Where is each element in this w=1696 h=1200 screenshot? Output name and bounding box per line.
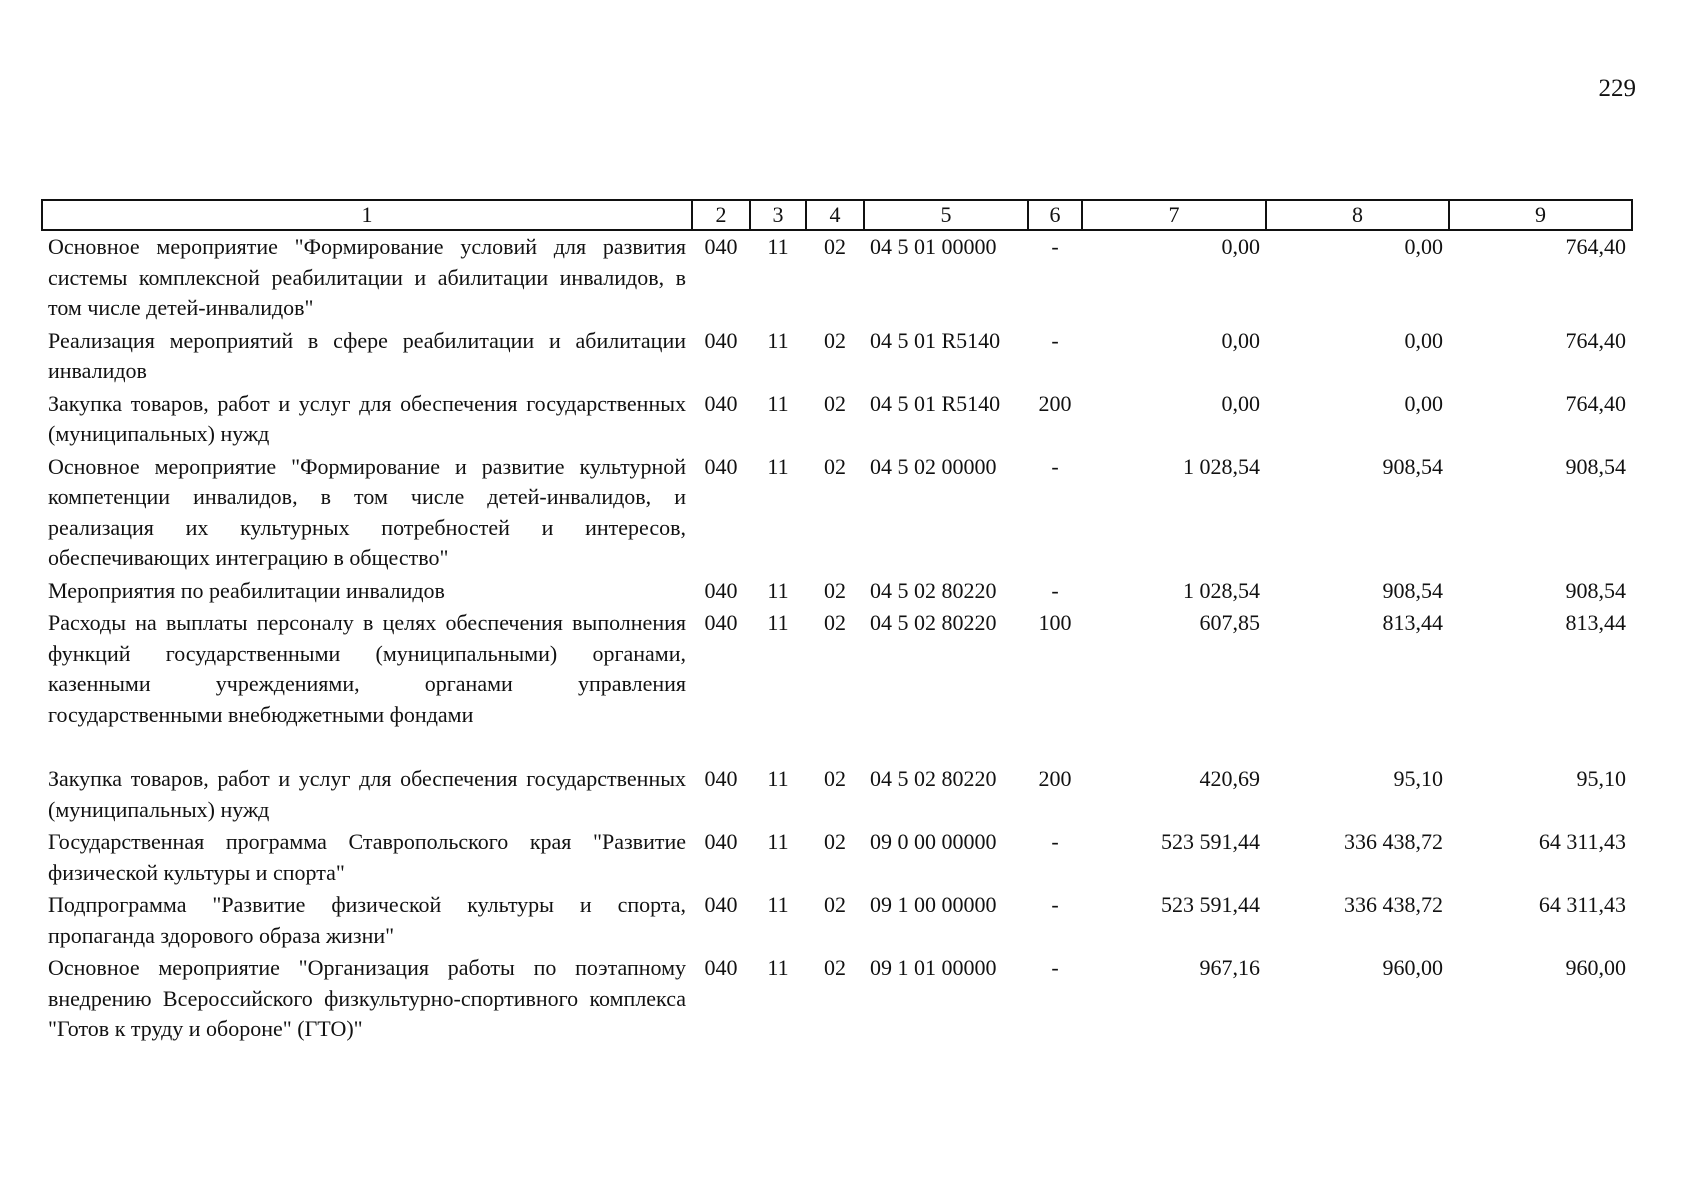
row-value-9: 908,54 <box>1565 453 1626 479</box>
header-cell-1: 1 <box>42 200 692 230</box>
page-number: 229 <box>1598 75 1636 102</box>
row-name: Расходы на выплаты персоналу в целях обеспечения выполнения функций государственными (муниципальными) органами, казенными учреждениями, органами управления государственными внебюджетными фондами <box>48 610 686 727</box>
row-value-9: 960,00 <box>1565 955 1626 980</box>
row-name: Закупка товаров, работ и услуг для обеспечения государственных (муниципальных) нужд <box>48 390 686 446</box>
row-value-9: 64 311,43 <box>1538 829 1626 854</box>
row-code-4: 02 <box>824 766 846 791</box>
row-code-6: - <box>1051 955 1059 980</box>
table-row <box>42 889 1632 952</box>
row-value-7: 607,85 <box>1199 610 1260 635</box>
row-code-6: - <box>1051 892 1059 917</box>
row-name: Мероприятия по реабилитации инвалидов <box>48 577 445 603</box>
row-value-7: 0,00 <box>1221 390 1260 416</box>
row-code-2: 040 <box>704 453 738 479</box>
budget-table <box>41 199 1633 1046</box>
row-code-3: 11 <box>767 766 789 791</box>
row-code-6: - <box>1051 453 1059 479</box>
row-code-3: 11 <box>767 390 789 416</box>
row-value-7: 420,69 <box>1199 766 1260 791</box>
row-value-9: 764,40 <box>1565 390 1626 416</box>
row-code-4: 02 <box>824 327 846 353</box>
row-value-8: 0,00 <box>1404 390 1443 416</box>
row-code-3: 11 <box>767 829 789 854</box>
header-cell-3: 3 <box>750 200 806 230</box>
row-value-9: 908,54 <box>1565 577 1626 603</box>
table-row <box>42 952 1632 1046</box>
row-code-6: 200 <box>1038 390 1072 416</box>
row-code-3: 11 <box>767 577 789 603</box>
row-code-2: 040 <box>704 955 738 980</box>
row-value-7: 1 028,54 <box>1183 453 1260 479</box>
header-cell-5: 5 <box>864 200 1028 230</box>
header-cell-2: 2 <box>692 200 750 230</box>
row-value-8: 908,54 <box>1382 453 1443 479</box>
row-name: Подпрограмма "Развитие физической культуры и спорта, пропаганда здорового образа жизни" <box>48 892 686 948</box>
row-code-5: 04 5 01 R5140 <box>870 390 1001 416</box>
row-value-8: 908,54 <box>1382 577 1443 603</box>
table-row <box>42 230 1632 325</box>
row-code-2: 040 <box>704 234 738 259</box>
row-code-3: 11 <box>767 453 789 479</box>
row-value-9: 764,40 <box>1565 234 1626 259</box>
row-value-8: 336 438,72 <box>1344 892 1443 917</box>
row-code-3: 11 <box>767 234 789 259</box>
row-code-4: 02 <box>824 390 846 416</box>
row-code-6: 100 <box>1038 610 1072 635</box>
row-code-6: - <box>1051 327 1059 353</box>
row-value-7: 0,00 <box>1221 327 1260 353</box>
row-code-5: 04 5 01 00000 <box>870 234 997 259</box>
row-value-9: 764,40 <box>1565 327 1626 353</box>
row-value-8: 0,00 <box>1404 234 1443 259</box>
table-row <box>42 826 1632 889</box>
table-row <box>42 575 1632 608</box>
row-name: Основное мероприятие "Формирование и развитие культурной компетенции инвалидов, в том числе детей-инвалидов, и реализация их культурных потребностей и интересов, обеспечивающих интеграцию в общество" <box>48 453 686 570</box>
row-value-8: 0,00 <box>1404 327 1443 353</box>
row-code-5: 04 5 02 00000 <box>870 453 997 479</box>
spacer-cell <box>42 731 1632 763</box>
row-value-8: 960,00 <box>1382 955 1443 980</box>
row-code-3: 11 <box>767 892 789 917</box>
row-code-4: 02 <box>824 955 846 980</box>
row-value-7: 523 591,44 <box>1161 892 1260 917</box>
row-code-5: 04 5 02 80220 <box>870 610 997 635</box>
row-code-3: 11 <box>767 327 789 353</box>
header-cell-7: 7 <box>1082 200 1266 230</box>
row-code-5: 04 5 01 R5140 <box>870 327 1001 353</box>
table-body <box>42 230 1632 1046</box>
row-code-2: 040 <box>704 327 738 353</box>
row-value-7: 1 028,54 <box>1183 577 1260 603</box>
row-code-4: 02 <box>824 610 846 635</box>
row-code-2: 040 <box>704 577 738 603</box>
header-cell-6: 6 <box>1028 200 1082 230</box>
row-code-6: - <box>1051 577 1059 603</box>
row-code-4: 02 <box>824 829 846 854</box>
row-value-9: 64 311,43 <box>1538 892 1626 917</box>
row-name: Закупка товаров, работ и услуг для обеспечения государственных (муниципальных) нужд <box>48 766 686 822</box>
header-cell-9: 9 <box>1449 200 1632 230</box>
row-code-2: 040 <box>704 892 738 917</box>
row-name: Основное мероприятие "Формирование условий для развития системы комплексной реабилитации и абилитации инвалидов, в том числе детей-инвалидов" <box>48 234 686 320</box>
row-name: Реализация мероприятий в сфере реабилитации и абилитации инвалидов <box>48 327 686 383</box>
table-row <box>42 451 1632 575</box>
row-code-6: - <box>1051 829 1059 854</box>
row-code-5: 04 5 02 80220 <box>870 577 997 603</box>
row-code-6: 200 <box>1038 766 1072 791</box>
row-name: Государственная программа Ставропольского края "Развитие физической культуры и спорта" <box>48 829 686 885</box>
table-row <box>42 763 1632 826</box>
row-code-2: 040 <box>704 829 738 854</box>
table-row <box>42 388 1632 451</box>
row-code-2: 040 <box>704 610 738 635</box>
row-code-3: 11 <box>767 955 789 980</box>
row-code-2: 040 <box>704 390 738 416</box>
row-code-5: 04 5 02 80220 <box>870 766 997 791</box>
header-cell-8: 8 <box>1266 200 1449 230</box>
row-code-4: 02 <box>824 453 846 479</box>
table-header <box>42 200 1632 230</box>
row-code-4: 02 <box>824 892 846 917</box>
table-row <box>42 607 1632 731</box>
row-value-9: 813,44 <box>1565 610 1626 635</box>
header-cell-4: 4 <box>806 200 864 230</box>
row-value-9: 95,10 <box>1576 766 1626 791</box>
row-code-5: 09 1 01 00000 <box>870 955 997 980</box>
row-value-8: 813,44 <box>1382 610 1443 635</box>
row-code-2: 040 <box>704 766 738 791</box>
row-value-7: 523 591,44 <box>1161 829 1260 854</box>
row-value-7: 967,16 <box>1199 955 1260 980</box>
row-value-8: 336 438,72 <box>1344 829 1443 854</box>
row-code-5: 09 1 00 00000 <box>870 892 997 917</box>
row-value-8: 95,10 <box>1393 766 1443 791</box>
row-spacer <box>42 731 1632 763</box>
row-code-5: 09 0 00 00000 <box>870 829 997 854</box>
row-code-4: 02 <box>824 234 846 259</box>
row-code-6: - <box>1051 234 1059 259</box>
row-code-3: 11 <box>767 610 789 635</box>
table-row <box>42 325 1632 388</box>
row-code-4: 02 <box>824 577 846 603</box>
row-value-7: 0,00 <box>1221 234 1260 259</box>
row-name: Основное мероприятие "Организация работы по поэтапному внедрению Всероссийского физкультурно-спортивного комплекса "Готов к труду и обороне" (ГТО)" <box>48 955 686 1041</box>
header-row <box>42 200 1632 230</box>
